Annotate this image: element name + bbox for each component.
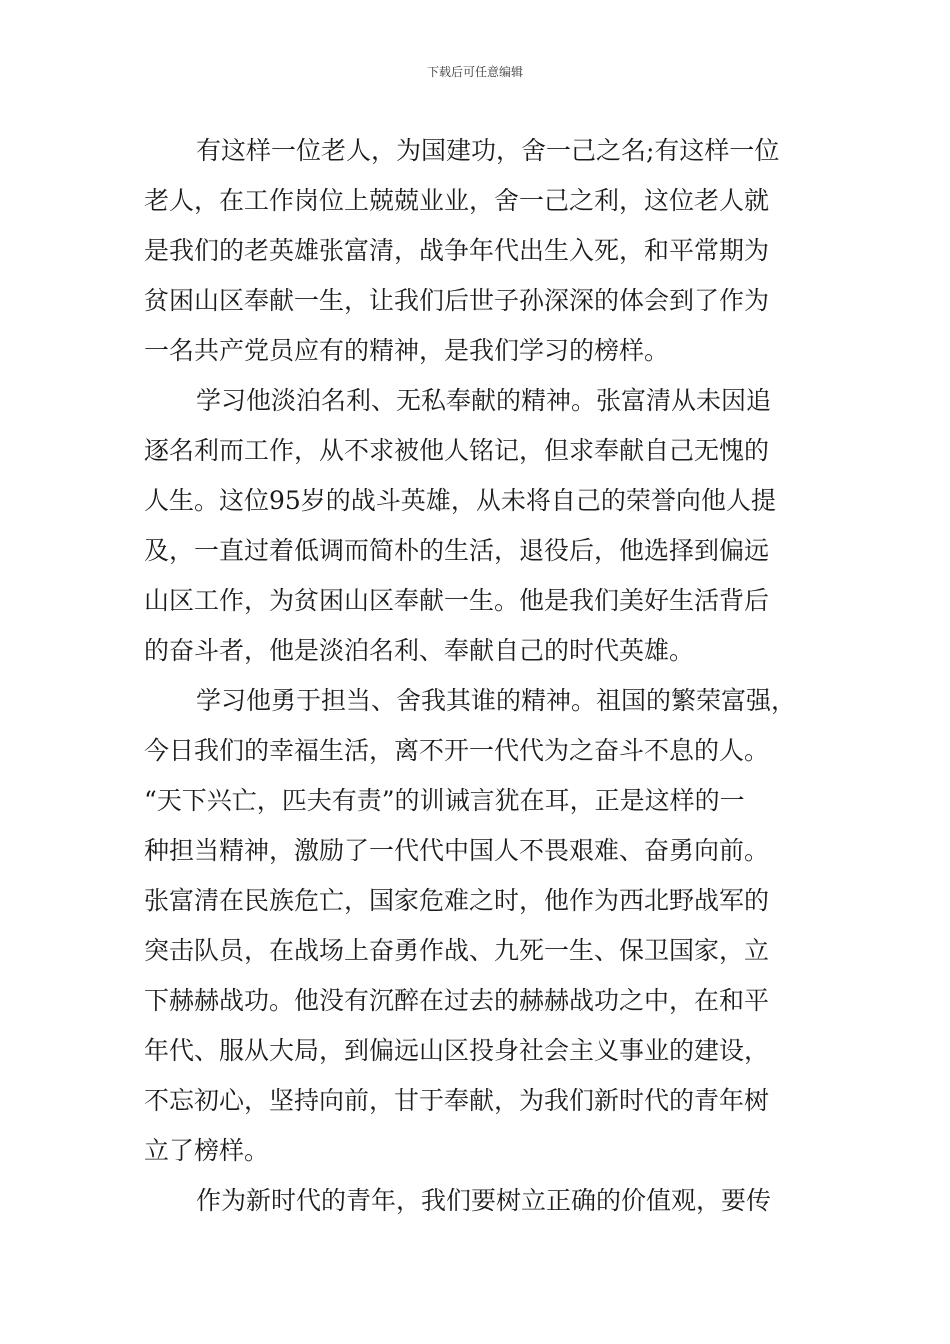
text-line: 年代、服从大局，到偏远山区投身社会主义事业的建设， [144,1036,770,1065]
document-body [144,126,844,1226]
text-line: 学习他淡泊名利、无私奉献的精神。张富清从未因追 [196,386,772,415]
text-line: 学习他勇于担当、舍我其谁的精神。祖国的繁荣富强， [196,686,797,715]
text-line: 今日我们的幸福生活，离不开一代代为之奋斗不息的人。 [144,736,770,765]
text-line: 立了榜样。 [144,1136,270,1165]
text-line: 有这样一位老人，为国建功，舍一己之名;有这样一位 [196,136,780,165]
text-line: “天下兴亡，匹夫有责”的训诫言犹在耳，正是这样的一 [144,786,745,815]
text-line: 张富清在民族危亡，国家危难之时，他作为西北野战军的 [144,886,770,915]
text-line: 逐名利而工作，从不求被他人铭记，但求奉献自己无愧的 [144,436,770,465]
page-header: 下载后可任意编辑 [426,65,523,79]
text-line: 及，一直过着低调而简朴的生活，退役后，他选择到偏远 [144,536,770,565]
text-line: 老人，在工作岗位上兢兢业业，舍一己之利，这位老人就 [144,186,770,215]
text-line: 的奋斗者，他是淡泊名利、奉献自己的时代英雄。 [144,636,695,665]
text-line: 突击队员，在战场上奋勇作战、九死一生、保卫国家，立 [144,936,770,965]
text-line: 种担当精神，激励了一代代中国人不畏艰难、奋勇向前。 [144,836,770,865]
text-line: 一名共产党员应有的精神，是我们学习的榜样。 [144,336,670,365]
text-line: 下赫赫战功。他没有沉醉在过去的赫赫战功之中，在和平 [144,986,770,1015]
text-line: 作为新时代的青年，我们要树立正确的价值观，要传 [196,1186,772,1215]
text-line: 不忘初心，坚持向前，甘于奉献，为我们新时代的青年树 [144,1086,770,1115]
text-line: 贫困山区奉献一生，让我们后世子孙深深的体会到了作为 [144,286,770,315]
text-line: 是我们的老英雄张富清，战争年代出生入死，和平常期为 [144,236,770,265]
text-line: 人生。这位95岁的战斗英雄，从未将自己的荣誉向他人提 [144,486,776,515]
text-line: 山区工作，为贫困山区奉献一生。他是我们美好生活背后 [144,586,770,615]
